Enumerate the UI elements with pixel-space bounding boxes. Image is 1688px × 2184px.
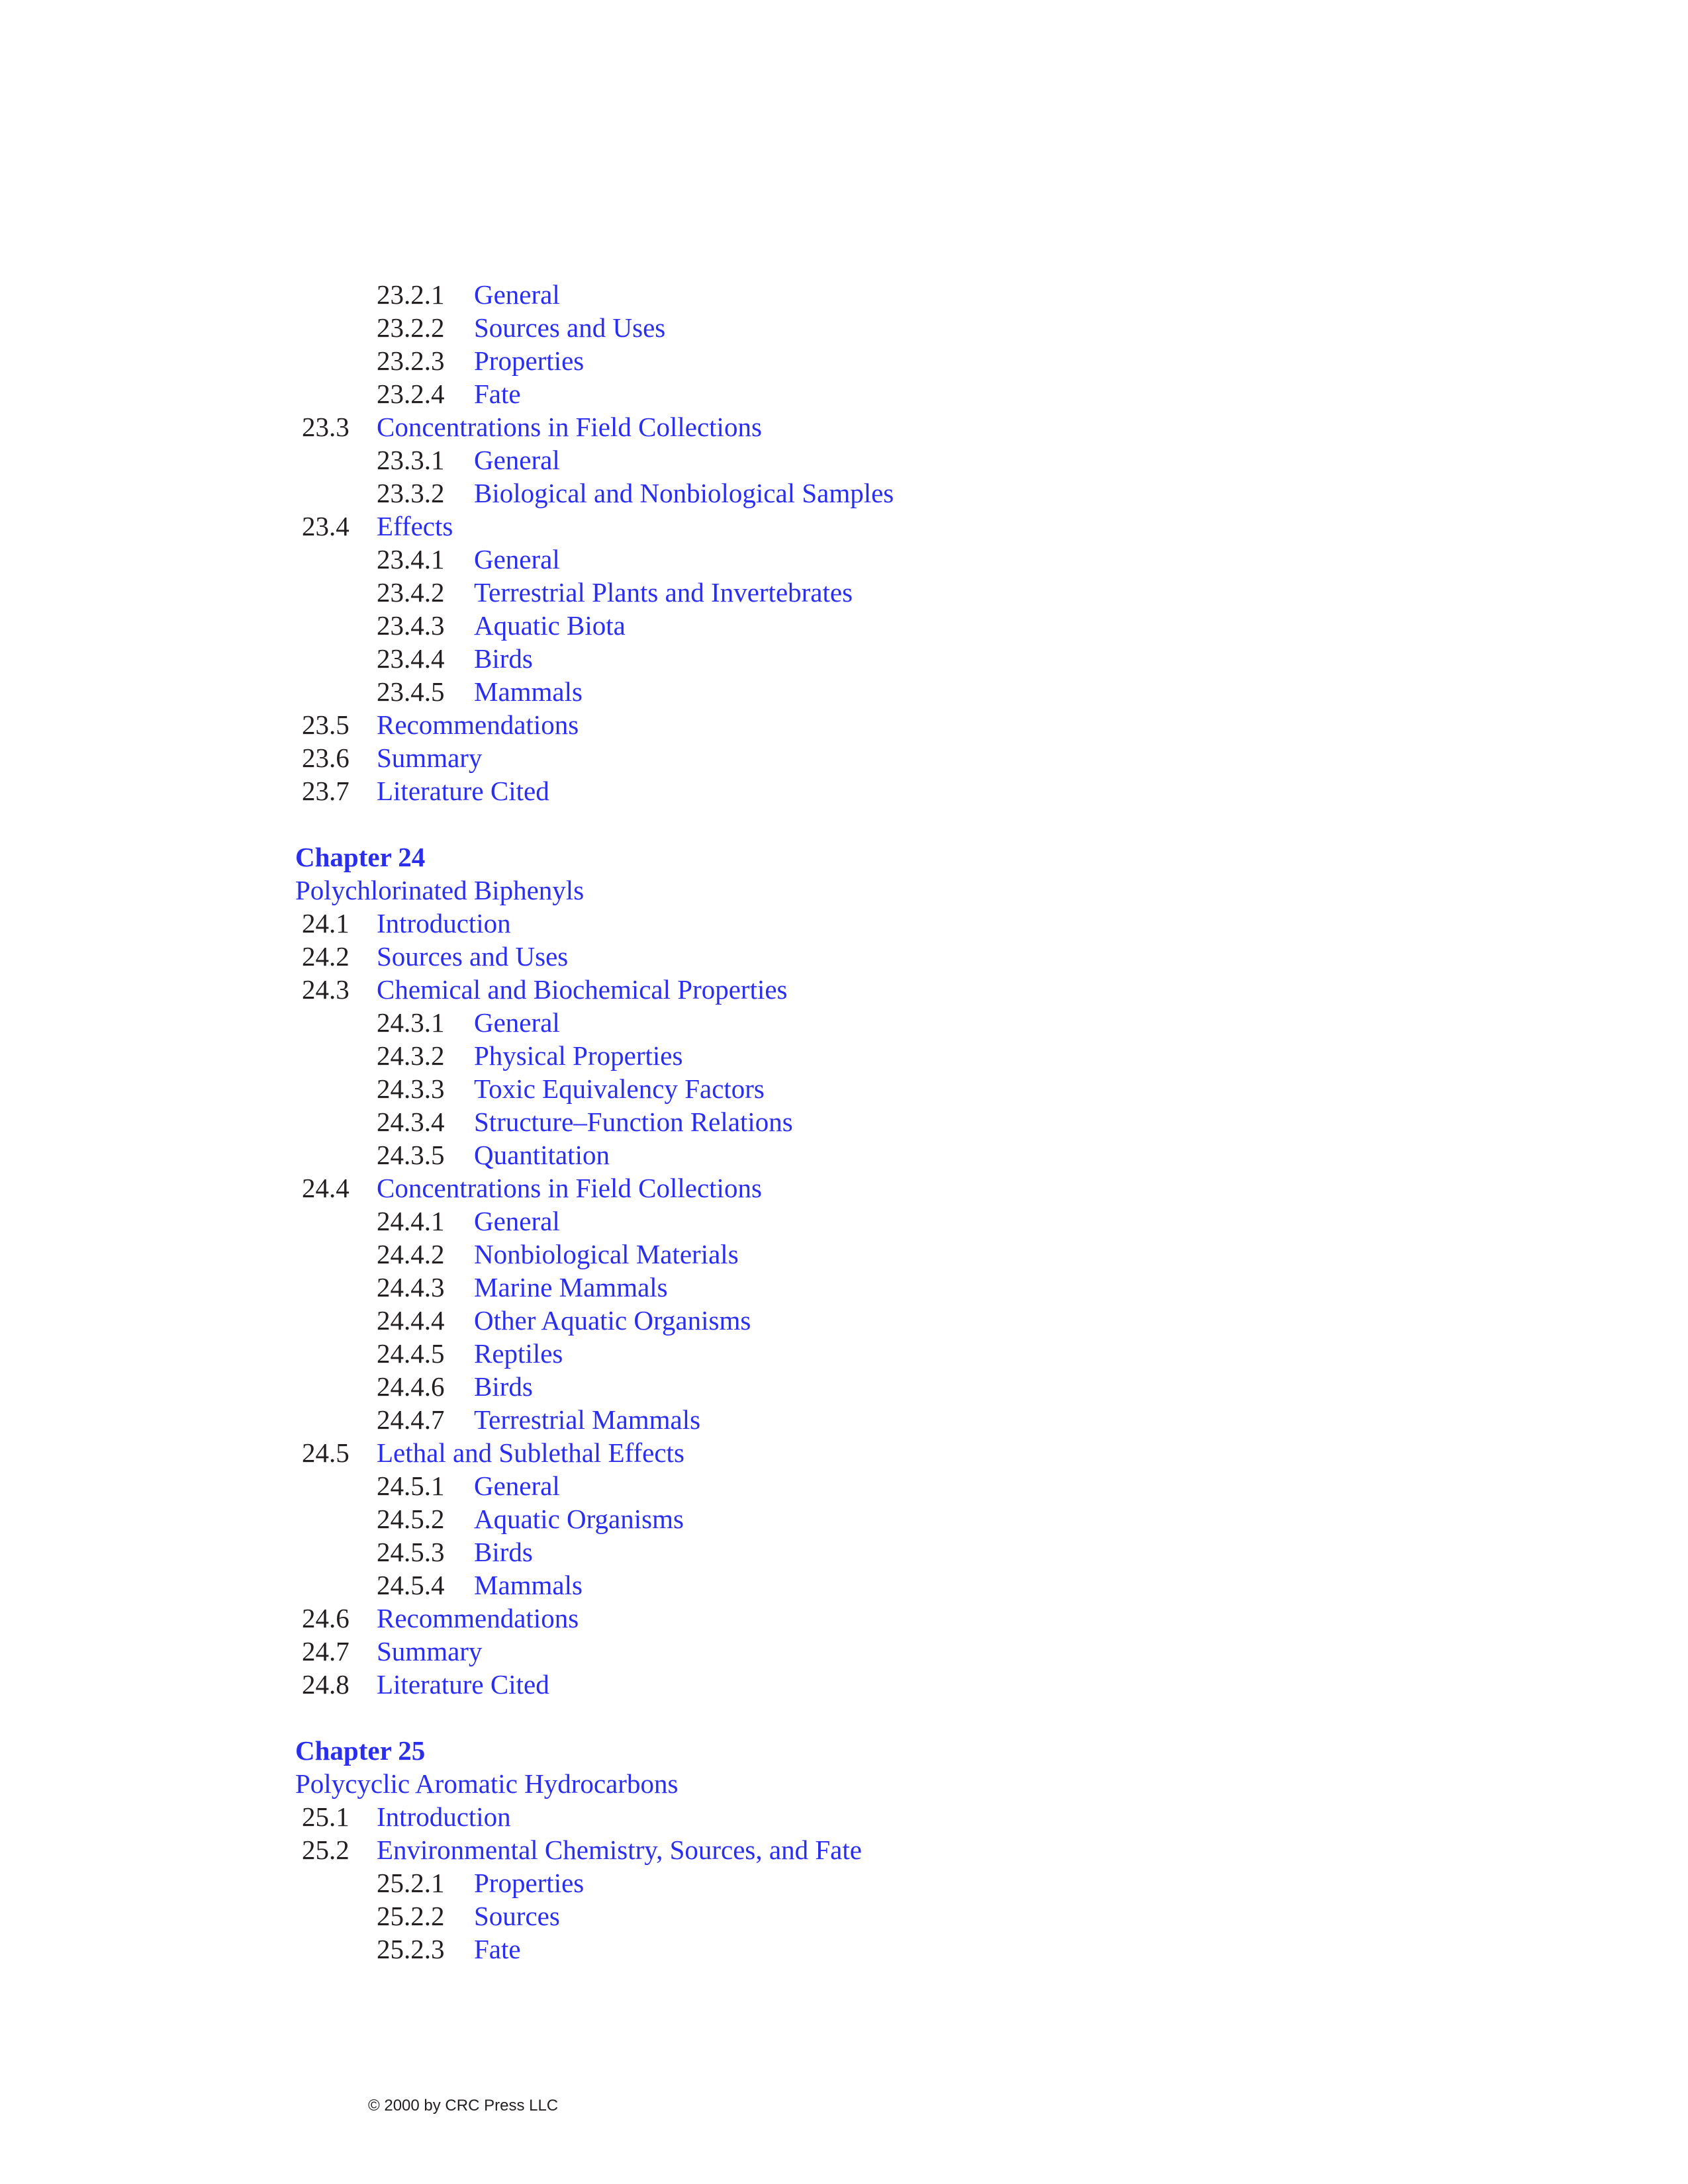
toc-subsection-entry [294,1866,1485,1899]
section-title-link[interactable]: Marine Mammals [474,1272,668,1302]
section-title-link[interactable]: Other Aquatic Organisms [474,1305,751,1336]
section-number: 24.1 [302,908,350,938]
section-title-link[interactable]: Introduction [377,1801,511,1832]
toc-subsection-entry [294,1502,1485,1535]
table-of-contents [294,278,1485,1966]
section-number: 24.6 [302,1603,350,1633]
section-number: 24.5.1 [377,1471,445,1501]
section-number: 23.4.1 [377,544,445,574]
section-title-link[interactable]: Concentrations in Field Collections [377,412,762,442]
section-spacer [294,807,1485,841]
section-number: 23.4.2 [377,577,445,608]
toc-subsection-entry [294,1138,1485,1171]
chapter-heading-link[interactable]: Chapter 24 [295,842,426,872]
section-number: 23.3.2 [377,478,445,508]
section-title-link[interactable]: Terrestrial Mammals [474,1404,701,1435]
toc-section-entry [294,1800,1485,1833]
section-number: 24.5.4 [377,1570,445,1600]
section-title-link[interactable]: Aquatic Organisms [474,1504,684,1534]
toc-section-entry [294,1436,1485,1469]
section-number: 24.4.1 [377,1206,445,1236]
section-number: 24.3.1 [377,1007,445,1038]
toc-subsection-entry [294,1370,1485,1403]
section-title-link[interactable]: Structure–Function Relations [474,1107,793,1137]
section-number: 24.4 [302,1173,350,1203]
section-title-link[interactable]: Fate [474,379,521,409]
section-number: 24.4.5 [377,1338,445,1369]
chapter-title-link[interactable]: Polycyclic Aromatic Hydrocarbons [295,1768,679,1799]
section-title-link[interactable]: Sources [474,1901,560,1931]
toc-section-entry [294,510,1485,543]
section-number: 24.4.6 [377,1371,445,1402]
section-title-link[interactable]: Physical Properties [474,1040,683,1071]
section-title-link[interactable]: Sources and Uses [474,312,666,343]
toc-subsection-entry [294,1304,1485,1337]
section-title-link[interactable]: Concentrations in Field Collections [377,1173,762,1203]
toc-subsection-entry [294,477,1485,510]
toc-section-entry [294,1833,1485,1866]
section-spacer [294,1701,1485,1734]
toc-subsection-entry [294,1006,1485,1039]
section-number: 24.5 [302,1437,350,1468]
section-number: 24.5.3 [377,1537,445,1567]
section-title-link[interactable]: Environmental Chemistry, Sources, and Fate [377,1835,862,1865]
toc-subsection-entry [294,1039,1485,1072]
toc-subsection-entry [294,443,1485,477]
section-title-link[interactable]: Recommendations [377,1603,579,1633]
section-title-link[interactable]: Terrestrial Plants and Invertebrates [474,577,853,608]
section-title-link[interactable]: Nonbiological Materials [474,1239,739,1269]
section-title-link[interactable]: General [474,279,560,310]
toc-subsection-entry [294,1569,1485,1602]
section-number: 23.2.3 [377,345,445,376]
toc-subsection-entry [294,1105,1485,1138]
section-title-link[interactable]: Mammals [474,1570,583,1600]
section-number: 24.3 [302,974,350,1005]
section-number: 24.8 [302,1669,350,1700]
section-number: 23.6 [302,743,350,773]
section-number: 24.3.2 [377,1040,445,1071]
section-number: 24.5.2 [377,1504,445,1534]
toc-subsection-entry [294,1205,1485,1238]
section-title-link[interactable]: General [474,1471,560,1501]
toc-subsection-entry [294,1403,1485,1436]
section-number: 25.1 [302,1801,350,1832]
section-title-link[interactable]: Properties [474,345,585,376]
section-title-link[interactable]: Sources and Uses [377,941,569,972]
chapter-heading-link[interactable]: Chapter 25 [295,1735,426,1766]
toc-section-entry [294,1668,1485,1701]
toc-subsection-entry [294,1899,1485,1933]
toc-subsection-entry [294,1271,1485,1304]
toc-subsection-entry [294,344,1485,377]
toc-section-entry [294,1602,1485,1635]
toc-section-entry [294,940,1485,973]
section-title-link[interactable]: Birds [474,643,533,674]
section-title-link[interactable]: Introduction [377,908,511,938]
section-number: 25.2 [302,1835,350,1865]
section-title-link[interactable]: Quantitation [474,1140,610,1170]
section-title-link[interactable]: Mammals [474,676,583,707]
section-title-link[interactable]: General [474,1206,560,1236]
section-number: 23.4 [302,511,350,541]
toc-subsection-entry [294,1337,1485,1370]
toc-subsection-entry [294,278,1485,311]
toc-section-entry [294,410,1485,443]
section-number: 24.4.7 [377,1404,445,1435]
section-number: 23.3 [302,412,350,442]
section-title-link[interactable]: Biological and Nonbiological Samples [474,478,894,508]
section-title-link[interactable]: Literature Cited [377,1669,549,1700]
section-title-link[interactable]: Properties [474,1868,585,1898]
toc-section-entry [294,774,1485,807]
toc-section-entry [294,708,1485,741]
section-title-link[interactable]: Aquatic Biota [474,610,626,641]
section-number: 23.2.1 [377,279,445,310]
section-title-link[interactable]: Effects [377,511,453,541]
section-number: 24.3.5 [377,1140,445,1170]
toc-subsection-entry [294,543,1485,576]
section-title-link[interactable]: Lethal and Sublethal Effects [377,1437,684,1468]
section-title-link[interactable]: Chemical and Biochemical Properties [377,974,788,1005]
toc-subsection-entry [294,576,1485,609]
section-number: 23.4.4 [377,643,445,674]
section-number: 23.2.4 [377,379,445,409]
section-number: 25.2.2 [377,1901,445,1931]
section-number: 24.4.4 [377,1305,445,1336]
section-number: 24.7 [302,1636,350,1666]
toc-section-entry [294,907,1485,940]
toc-subsection-entry [294,1535,1485,1569]
toc-subsection-entry [294,1238,1485,1271]
toc-subsection-entry [294,1933,1485,1966]
chapter-title-link[interactable]: Polychlorinated Biphenyls [295,875,585,905]
section-number: 23.4.3 [377,610,445,641]
section-number: 23.4.5 [377,676,445,707]
toc-subsection-entry [294,1072,1485,1105]
section-number: 24.2 [302,941,350,972]
section-number: 23.3.1 [377,445,445,475]
toc-subsection-entry [294,1469,1485,1502]
toc-section-entry [294,1635,1485,1668]
section-number: 25.2.1 [377,1868,445,1898]
section-number: 24.4.2 [377,1239,445,1269]
toc-subsection-entry [294,609,1485,642]
section-title-link[interactable]: General [474,1007,560,1038]
toc-section-entry [294,1171,1485,1205]
section-title-link[interactable]: Toxic Equivalency Factors [474,1073,765,1104]
section-title-link[interactable]: Fate [474,1934,521,1964]
section-number: 24.3.4 [377,1107,445,1137]
section-number: 23.5 [302,709,350,740]
section-number: 24.4.3 [377,1272,445,1302]
section-title-link[interactable]: Literature Cited [377,776,549,806]
section-title-link[interactable]: General [474,445,560,475]
section-number: 23.7 [302,776,350,806]
toc-section-entry [294,973,1485,1006]
toc-subsection-entry [294,311,1485,344]
section-number: 25.2.3 [377,1934,445,1964]
section-title-link[interactable]: Birds [474,1537,533,1567]
section-title-link[interactable]: Birds [474,1371,533,1402]
section-title-link[interactable]: Reptiles [474,1338,563,1369]
copyright-footer: © 2000 by CRC Press LLC [368,2097,559,2115]
section-title-link[interactable]: Recommendations [377,709,579,740]
section-number: 24.3.3 [377,1073,445,1104]
section-title-link[interactable]: General [474,544,560,574]
section-title-link[interactable]: Summary [377,1636,483,1666]
section-number: 23.2.2 [377,312,445,343]
toc-section-entry [294,741,1485,774]
toc-subsection-entry [294,642,1485,675]
section-title-link[interactable]: Summary [377,743,483,773]
toc-subsection-entry [294,377,1485,410]
toc-subsection-entry [294,675,1485,708]
